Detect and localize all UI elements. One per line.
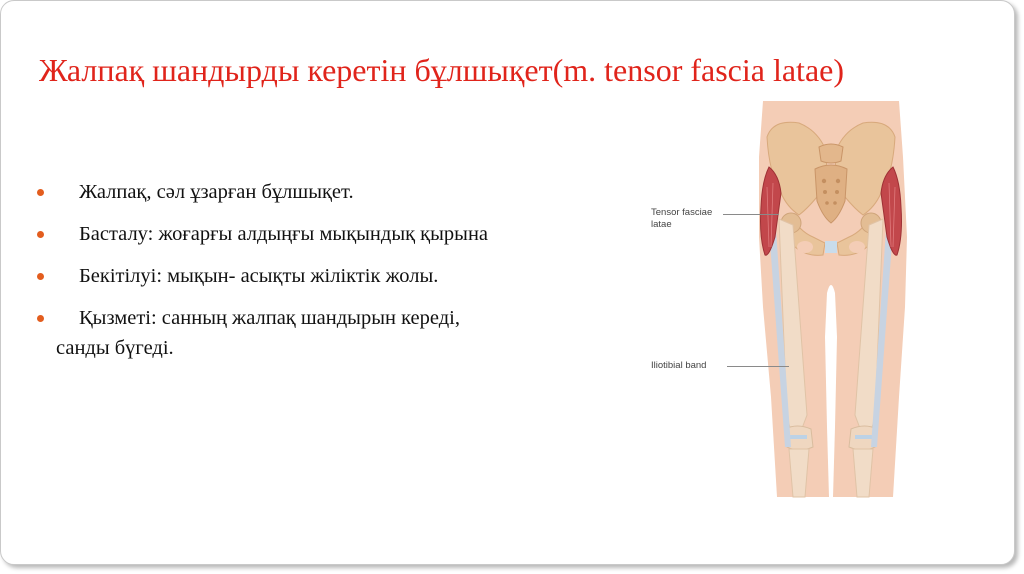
left-obturator-foramen [797, 241, 813, 253]
bullet-item [37, 177, 637, 207]
bullet-text: Қызметі: санның жалпақ шандырын кереді, [79, 307, 460, 329]
tensor-fasciae-latae-label: Tensor fasciae latae [651, 207, 713, 230]
bullet-text: Басталу: жоғарғы алдыңғы мықындық қырына [79, 223, 489, 245]
bullet-dot-icon [37, 231, 44, 238]
bullet-item [37, 261, 637, 291]
bullet-item [37, 303, 637, 363]
right-obturator-foramen [849, 241, 865, 253]
lumbar-vertebra [819, 144, 843, 163]
bullet-dot-icon [37, 273, 44, 280]
bullet-text: Жалпақ, сәл ұзарған бұлшықет. [79, 181, 354, 203]
right-tibia-bone [853, 449, 873, 497]
bullet-text-continued: санды бүгеді. [56, 337, 174, 359]
tensor-fasciae-latae-leader-line [723, 214, 779, 215]
slide-title: Жалпақ шандырды керетін бұлшықет(m. tensor fascia latae) [39, 52, 844, 88]
bullet-item [37, 219, 637, 249]
iliotibial-band-label: Iliotibial band [651, 360, 707, 371]
bullet-text: Бекітілуі: мықын- асықты жіліктік жолы. [79, 265, 439, 287]
hip-thigh-illustration [641, 97, 941, 507]
anatomy-figure [641, 97, 941, 507]
bullet-list [37, 177, 637, 375]
pubic-symphysis [825, 241, 837, 253]
bullet-dot-icon [37, 315, 44, 322]
bullet-dot-icon [37, 189, 44, 196]
left-tibia-bone [789, 449, 809, 497]
iliotibial-band-leader-line [727, 366, 789, 367]
